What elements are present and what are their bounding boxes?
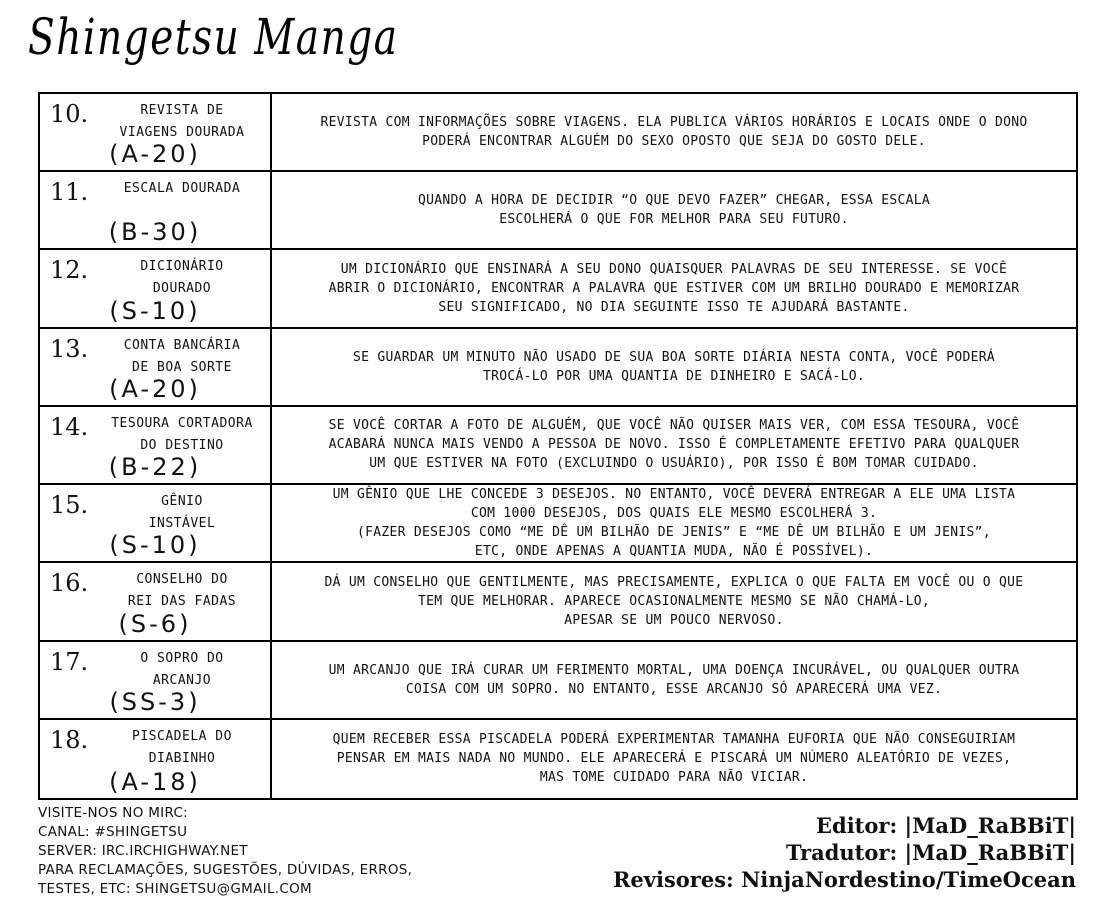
item-description: SE VOCÊ CORTAR A FOTO DE ALGUÉM, QUE VOCÊ NÃO QUISER MAIS VER, COM ESSA TESOURA, VOCÊ ACABARÁ NUNCA MAIS VENDO A PESSOA DE NOVO. ISSO É COMPLETAMENTE EFETIVO PARA QUALQUER UM QUE ESTIVER NA FOTO (EXCLUINDO O USUÁRIO), POR ISSO É BOM TOMAR CUIDADO. — [328, 418, 1020, 472]
item-name-cell — [40, 407, 272, 483]
item-name-cell — [40, 720, 272, 798]
table-row — [40, 485, 1076, 563]
contact-line: SERVER: IRC.IRCHIGHWAY.NET — [38, 843, 248, 859]
item-description: QUANDO A HORA DE DECIDIR “O QUE DEVO FAZER” CHEGAR, ESSA ESCALA ESCOLHERÁ O QUE FOR MELHOR PARA SEU FUTURO. — [418, 193, 930, 228]
item-description: UM GÊNIO QUE LHE CONCEDE 3 DESEJOS. NO ENTANTO, VOCÊ DEVERÁ ENTREGAR A ELE UMA LISTA COM 1000 DESEJOS, DOS QUAIS ELE MESMO ESCOLHERÁ 3. (FAZER DESEJOS COMO “ME DÊ UM BILHÃO DE JENIS” E “ME DÊ UM BILHÃO E UM JENIS”, ETC, ONDE APENAS A QUANTIA MUDA, NÃO É POSSÍVEL). — [332, 487, 1016, 560]
item-name-cell — [40, 94, 272, 170]
item-number: 11. — [50, 178, 89, 207]
table-row — [40, 250, 1076, 328]
contact-line: TESTES, ETC: SHINGETSU@GMAIL.COM — [38, 881, 312, 897]
item-rank: (B-30) — [108, 218, 202, 247]
table-row — [40, 642, 1076, 720]
item-number: 18. — [50, 725, 89, 754]
item-number: 10. — [50, 100, 89, 128]
item-description: REVISTA COM INFORMAÇÕES SOBRE VIAGENS. ELA PUBLICA VÁRIOS HORÁRIOS E LOCAIS ONDE O DONO PODERÁ ENCONTRAR ALGUÉM DO SEXO OPOSTO QUE SEJA DO GOSTO DELE. — [320, 115, 1028, 150]
item-name: CONSELHO DO REI DAS FADAS — [127, 572, 237, 610]
contact-line: VISITE-NOS NO MIRC: — [38, 805, 189, 821]
item-number: 15. — [50, 491, 89, 520]
credit-tradutor: Tradutor: |MaD_RaBBiT| — [785, 840, 1076, 865]
contact-line: CANAL: #SHINGETSU — [38, 824, 188, 840]
table-row — [40, 94, 1076, 172]
scanlation-logo: Shingetsu Manga — [28, 8, 399, 66]
table-row — [40, 172, 1076, 250]
item-rank: (A-20) — [109, 140, 201, 169]
item-rank: (S-6) — [118, 609, 192, 638]
item-rank: (SS-3) — [109, 687, 201, 716]
item-name: TESOURA CORTADORA DO DESTINO — [111, 415, 253, 453]
item-number: 12. — [50, 256, 89, 285]
item-description: SE GUARDAR UM MINUTO NÃO USADO DE SUA BOA SORTE DIÁRIA NESTA CONTA, VOCÊ PODERÁ TROCÁ-LO POR UMA QUANTIA DE DINHEIRO E SACÁ-LO. — [352, 349, 995, 384]
table-row — [40, 563, 1076, 641]
item-name-cell — [40, 563, 272, 639]
table-row — [40, 407, 1076, 485]
item-name-cell — [40, 250, 272, 326]
item-number: 14. — [50, 412, 89, 441]
credits — [613, 812, 1076, 893]
item-rank: (S-10) — [109, 296, 201, 325]
item-rank: (A-20) — [109, 374, 201, 403]
table-row — [40, 720, 1076, 798]
item-number: 17. — [50, 647, 89, 676]
items-table — [38, 92, 1078, 800]
contact-info — [38, 804, 412, 899]
item-description: QUEM RECEBER ESSA PISCADELA PODERÁ EXPERIMENTAR TAMANHA EUFORIA QUE NÃO CONSEGUIRIAM PENSAR EM MAIS NADA NO MUNDO. ELE APARECERÁ E PISCARÁ UM NÚMERO ALEATÓRIO DE VEZES, MAS TOME CUIDADO PARA NÃO VICIAR. — [332, 732, 1016, 786]
contact-line: PARA RECLAMAÇÕES, SUGESTÕES, DÚVIDAS, ERROS, — [38, 862, 413, 878]
item-rank: (B-22) — [108, 453, 202, 482]
item-rank: (A-18) — [109, 767, 201, 796]
item-name-cell — [40, 172, 272, 248]
item-name: DICIONÁRIO DOURADO — [140, 259, 224, 297]
item-name-cell — [40, 485, 272, 561]
item-name-cell — [40, 329, 272, 405]
item-description: DÁ UM CONSELHO QUE GENTILMENTE, MAS PRECISAMENTE, EXPLICA O QUE FALTA EM VOCÊ OU O QUE TEM QUE MELHORAR. APARECE OCASIONALMENTE MESMO SE NÃO CHAMÁ-LO, APESAR SE UM POUCO NERVOSO. — [324, 574, 1024, 628]
credit-editor: Editor: |MaD_RaBBiT| — [816, 813, 1076, 838]
item-description: UM ARCANJO QUE IRÁ CURAR UM FERIMENTO MORTAL, UMA DOENÇA INCURÁVEL, OU QUALQUER OUTRA COISA COM UM SOPRO. NO ENTANTO, ESSE ARCANJO SÓ APARECERÁ UMA VEZ. — [328, 662, 1020, 697]
item-name: GÊNIO INSTÁVEL — [148, 494, 216, 532]
item-description: UM DICIONÁRIO QUE ENSINARÁ A SEU DONO QUAISQUER PALAVRAS DE SEU INTERESSE. SE VOCÊ ABRIR O DICIONÁRIO, ENCONTRAR A PALAVRA QUE ESTIVER COM UM BRILHO DOURADO E MEMORIZAR SEU SIGNIFICADO, NO DIA SEGUINTE ISSO TE AJUDARÁ BASTANTE. — [328, 262, 1020, 316]
table-row — [40, 329, 1076, 407]
item-name: PISCADELA DO DIABINHO — [132, 728, 232, 766]
item-number: 16. — [50, 569, 89, 598]
item-number: 13. — [50, 334, 89, 363]
item-name: REVISTA DE VIAGENS DOURADA — [119, 103, 245, 140]
item-name: O SOPRO DO ARCANJO — [140, 650, 224, 688]
item-rank: (S-10) — [109, 531, 201, 560]
item-name: CONTA BANCÁRIA DE BOA SORTE — [123, 337, 241, 375]
item-name-cell — [40, 642, 272, 718]
credit-revisores: Revisores: NinjaNordestino/TimeOcean — [612, 867, 1076, 892]
item-name: ESCALA DOURADA — [123, 181, 241, 197]
